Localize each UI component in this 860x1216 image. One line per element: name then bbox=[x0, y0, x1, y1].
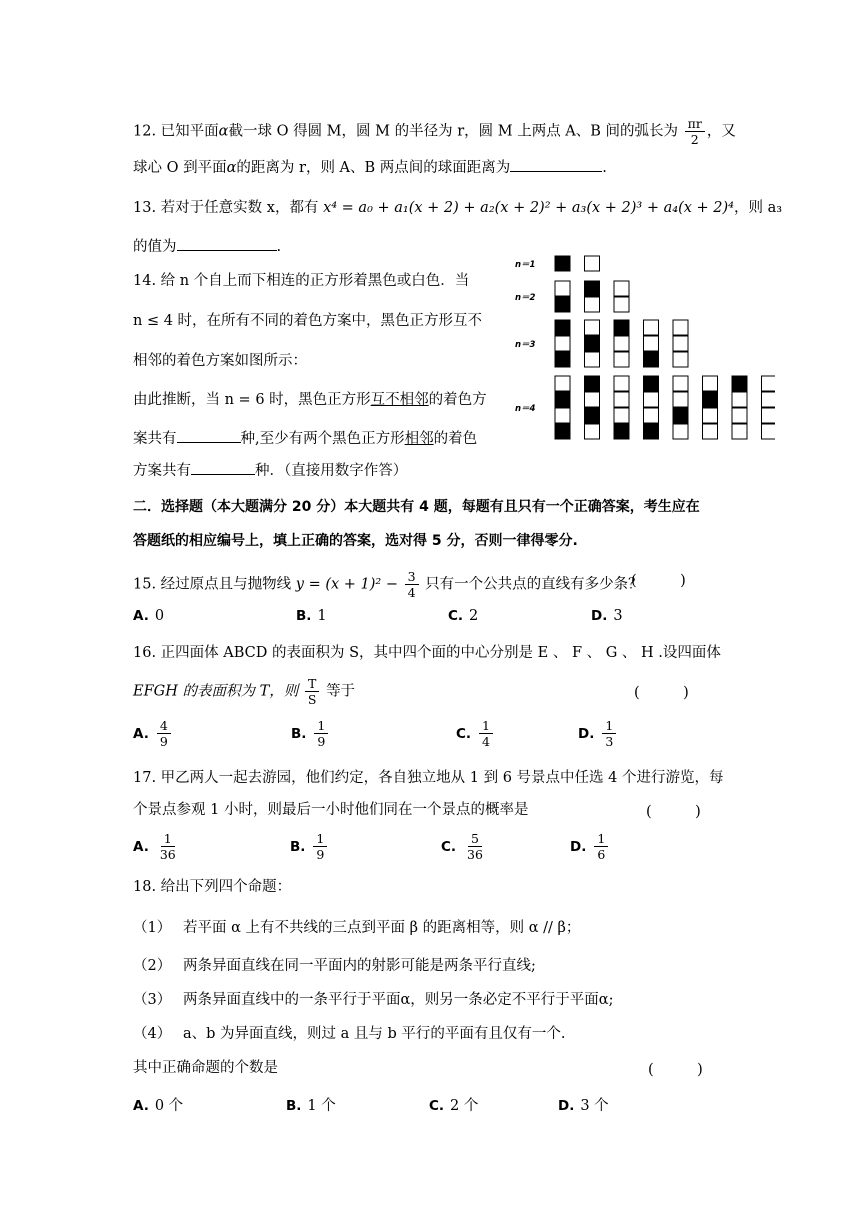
q12-text: 截一球 O 得圆 M，圆 M 的半径为 r，圆 M 上两点 A、B 间的弧长为 bbox=[228, 123, 679, 140]
q15-answer-paren[interactable]: ( ) bbox=[631, 573, 686, 589]
fraction-numerator: T bbox=[305, 676, 319, 692]
q14-text: 的着色方 bbox=[428, 392, 487, 408]
q14-line3: 相邻的着色方案如图所示： bbox=[133, 353, 307, 369]
black-square bbox=[555, 424, 570, 439]
white-square bbox=[703, 424, 718, 439]
option-letter: D. bbox=[578, 725, 595, 742]
q14-line5 bbox=[133, 428, 477, 449]
option-value: 0 bbox=[154, 608, 165, 624]
white-square bbox=[614, 392, 629, 407]
black-square bbox=[555, 297, 570, 312]
q14-line6 bbox=[133, 460, 407, 481]
fraction-numerator: 1 bbox=[161, 831, 175, 847]
option-letter: B. bbox=[286, 1098, 302, 1114]
white-square bbox=[644, 336, 659, 351]
white-square bbox=[585, 392, 600, 407]
option-value: 2 bbox=[469, 608, 479, 624]
fraction-denominator: 4 bbox=[407, 585, 416, 600]
white-square bbox=[673, 376, 688, 391]
q13-text: . bbox=[276, 239, 282, 255]
option-letter: C. bbox=[456, 725, 472, 742]
q16-line2 bbox=[133, 676, 355, 707]
q13-text: 13. 若对于任意实数 x，都有 bbox=[133, 200, 319, 216]
q14-text: 种．（直接用数字作答） bbox=[255, 463, 408, 479]
section2-line2: 答题纸的相应编号上，填上正确的答案，选对得 5 分，否则一律得零分. bbox=[133, 533, 578, 549]
q18-item-4 bbox=[133, 1024, 566, 1044]
option-letter: A. bbox=[133, 1098, 149, 1114]
q15-text: 15. 经过原点且与抛物线 bbox=[133, 576, 292, 593]
black-square bbox=[614, 320, 629, 335]
q12-text: 12. 已知平面 bbox=[133, 123, 219, 140]
white-square bbox=[555, 376, 570, 391]
fraction-denominator: 36 bbox=[467, 847, 483, 862]
fraction-numerator: 3 bbox=[405, 569, 419, 585]
q16-option-d[interactable] bbox=[578, 718, 618, 749]
black-square bbox=[644, 376, 659, 391]
option-value: 1 bbox=[317, 608, 327, 624]
fraction-denominator: 9 bbox=[159, 734, 168, 749]
fraction-denominator: 36 bbox=[159, 847, 176, 862]
arc-length-fraction bbox=[685, 116, 705, 147]
white-square bbox=[762, 376, 776, 391]
q15-stem bbox=[133, 569, 643, 600]
white-square bbox=[732, 408, 747, 423]
white-square bbox=[555, 336, 570, 351]
section2-line1: 二．选择题（本大题满分 20 分）本大题共有 4 题，每题有且只有一个正确答案，考生应在 bbox=[133, 499, 700, 515]
white-square bbox=[614, 281, 629, 296]
fraction-denominator: 4 bbox=[482, 734, 490, 749]
q15-option-a[interactable] bbox=[133, 608, 164, 624]
q16-fraction bbox=[305, 676, 320, 707]
white-square bbox=[585, 424, 600, 439]
q17-line1: 17. 甲乙两人一起去游园，他们约定，各自独立地从 1 到 6 号景点中任选 4 个进行游览，每 bbox=[133, 770, 724, 786]
q14-line4 bbox=[133, 390, 487, 410]
n-label: n＝1 bbox=[515, 260, 536, 270]
q16-option-c[interactable] bbox=[456, 718, 495, 749]
option-letter: A. bbox=[133, 608, 149, 624]
q13-line2 bbox=[133, 236, 281, 257]
q12-text: . bbox=[602, 160, 607, 176]
q18-option-c[interactable] bbox=[429, 1094, 478, 1115]
white-square bbox=[762, 392, 776, 407]
q17-option-c[interactable] bbox=[441, 831, 488, 862]
option-value: 2 个 bbox=[450, 1098, 479, 1114]
answer-blank[interactable] bbox=[510, 157, 602, 172]
fraction-numerator: 1 bbox=[602, 718, 616, 734]
black-square bbox=[644, 424, 659, 439]
option-letter: D. bbox=[570, 838, 587, 855]
q15-option-c[interactable] bbox=[448, 608, 478, 624]
q18-item-1 bbox=[133, 918, 580, 938]
black-square bbox=[732, 376, 747, 391]
fraction-numerator: 1 bbox=[313, 831, 327, 847]
white-square bbox=[614, 408, 629, 423]
fraction-numerator: 1 bbox=[479, 718, 493, 734]
n-label: n＝2 bbox=[515, 293, 536, 303]
white-square bbox=[614, 297, 629, 312]
white-square bbox=[585, 256, 600, 271]
white-square bbox=[673, 320, 688, 335]
black-square bbox=[555, 256, 570, 271]
fraction-denominator: 2 bbox=[690, 132, 699, 147]
q16-text: EFGH 的表面积为 T，则 bbox=[133, 683, 299, 700]
fraction-numerator: πr bbox=[685, 116, 705, 132]
white-square bbox=[585, 320, 600, 335]
black-square bbox=[555, 352, 570, 367]
item-number: （2） bbox=[133, 958, 172, 974]
black-square bbox=[585, 336, 600, 351]
white-square bbox=[585, 352, 600, 367]
white-square bbox=[703, 376, 718, 391]
white-square bbox=[703, 408, 718, 423]
q14-line1: 14. 给 n 个自上而下相连的正方形着黑色或白色．当 bbox=[133, 273, 470, 289]
black-square bbox=[673, 408, 688, 423]
white-square bbox=[673, 392, 688, 407]
q15-option-d[interactable] bbox=[591, 608, 623, 624]
white-square bbox=[614, 352, 629, 367]
option-value: 3 bbox=[613, 608, 623, 624]
option-letter: C. bbox=[448, 608, 464, 624]
q14-text: 的着色 bbox=[433, 431, 478, 447]
white-square bbox=[732, 392, 747, 407]
option-letter: C. bbox=[429, 1098, 445, 1114]
white-square bbox=[555, 281, 570, 296]
q16-option-a[interactable] bbox=[133, 718, 173, 749]
black-square bbox=[555, 320, 570, 335]
option-value: 1 个 bbox=[307, 1098, 336, 1114]
q14-line2: n ≤ 4 时，在所有不同的着色方案中，黑色正方形互不 bbox=[133, 313, 483, 329]
fraction-denominator: 9 bbox=[317, 734, 326, 749]
item-text: 两条异面直线中的一条平行于平面α，则另一条必定不平行于平面α; bbox=[183, 992, 614, 1008]
q15-fraction bbox=[405, 569, 419, 600]
underlined-term: 相邻 bbox=[404, 431, 434, 447]
q12-text: 的距离为 r，则 A、B 两点间的球面距离为 bbox=[236, 160, 511, 176]
white-square bbox=[673, 352, 688, 367]
white-square bbox=[644, 320, 659, 335]
q18-intro: 18. 给出下列四个命题： bbox=[133, 879, 292, 895]
q18-option-a[interactable] bbox=[133, 1094, 183, 1115]
black-square bbox=[585, 281, 600, 296]
fraction-numerator: 1 bbox=[314, 718, 328, 734]
q13-line1 bbox=[133, 198, 782, 218]
q14-text: 方案共有 bbox=[133, 463, 191, 479]
q17-answer-paren[interactable]: ( ) bbox=[646, 804, 701, 820]
alpha-symbol: α bbox=[218, 123, 229, 140]
q14-text: 种,至少有两个黑色正方形 bbox=[240, 431, 405, 447]
option-value: 3 个 bbox=[580, 1098, 609, 1114]
q18-answer-paren[interactable]: ( ) bbox=[648, 1062, 703, 1078]
q18-item-3 bbox=[133, 990, 613, 1010]
option-letter: A. bbox=[133, 838, 149, 855]
white-square bbox=[614, 336, 629, 351]
q17-option-d[interactable] bbox=[570, 831, 610, 862]
q13-text: 的值为 bbox=[133, 239, 177, 255]
answer-blank[interactable] bbox=[177, 236, 277, 251]
item-number: （4） bbox=[133, 1026, 172, 1042]
q12-line1 bbox=[133, 116, 736, 147]
white-square bbox=[673, 336, 688, 351]
black-square bbox=[644, 352, 659, 367]
q17-option-b[interactable] bbox=[290, 831, 329, 862]
white-square bbox=[732, 424, 747, 439]
q16-answer-paren[interactable]: ( ) bbox=[634, 685, 689, 701]
option-letter: D. bbox=[558, 1098, 575, 1114]
item-text: 若平面 α 上有不共线的三点到平面 β 的距离相等，则 α // β； bbox=[183, 920, 581, 936]
answer-blank[interactable] bbox=[191, 460, 255, 475]
q15-option-b[interactable] bbox=[296, 608, 327, 624]
fraction-denominator: 6 bbox=[597, 847, 606, 862]
white-square bbox=[644, 408, 659, 423]
option-value: 0 个 bbox=[154, 1098, 184, 1114]
q13-equation: x⁴ = a₀ + a₁(x + 2) + a₂(x + 2)² + a₃(x + 2)³ + a₄(x + 2)⁴ bbox=[323, 200, 734, 216]
option-letter: B. bbox=[290, 838, 306, 855]
q16-text: 等于 bbox=[326, 683, 356, 700]
option-letter: A. bbox=[133, 725, 149, 742]
q16-line1: 16. 正四面体 ABCD 的表面积为 S，其中四个面的中心分别是 E 、 F 、 G 、 H .设四面体 bbox=[133, 645, 721, 661]
q18-item-2 bbox=[133, 956, 536, 976]
q18-option-d[interactable] bbox=[558, 1094, 609, 1115]
black-square bbox=[585, 408, 600, 423]
black-square bbox=[703, 392, 718, 407]
q16-option-b[interactable] bbox=[291, 718, 330, 749]
item-text: 两条异面直线在同一平面内的射影可能是两条平行直线; bbox=[183, 958, 536, 974]
item-number: （3） bbox=[133, 992, 172, 1008]
white-square bbox=[585, 297, 600, 312]
white-square bbox=[644, 392, 659, 407]
q14-text: 案共有 bbox=[133, 431, 177, 447]
option-letter: C. bbox=[441, 838, 457, 855]
answer-blank[interactable] bbox=[177, 428, 241, 443]
black-square bbox=[585, 376, 600, 391]
fraction-numerator: 1 bbox=[594, 831, 608, 847]
q15-equation: y = (x + 1)² − bbox=[295, 576, 398, 593]
white-square bbox=[614, 376, 629, 391]
black-square bbox=[614, 424, 629, 439]
n-label: n＝3 bbox=[515, 340, 536, 350]
fraction-numerator: 4 bbox=[157, 718, 171, 734]
q12-text: 球心 O 到平面 bbox=[133, 160, 227, 176]
item-text: a、b 为异面直线，则过 a 且与 b 平行的平面有且仅有一个. bbox=[183, 1026, 566, 1042]
q17-option-a[interactable] bbox=[133, 831, 181, 862]
q15-text: 只有一个公共点的直线有多少条？ bbox=[425, 576, 643, 593]
coloring-figure bbox=[515, 253, 775, 453]
alpha-symbol: α bbox=[226, 160, 237, 176]
q17-line2: 个景点参观 1 小时，则最后一小时他们同在一个景点的概率是 bbox=[133, 802, 529, 818]
fraction-numerator: 5 bbox=[468, 831, 482, 847]
option-letter: D. bbox=[591, 608, 608, 624]
fraction-denominator: 9 bbox=[316, 847, 325, 862]
q12-line2 bbox=[133, 157, 607, 178]
white-square bbox=[762, 424, 776, 439]
black-square bbox=[555, 392, 570, 407]
white-square bbox=[555, 408, 570, 423]
q12-text: ，又 bbox=[706, 123, 736, 140]
q18-option-b[interactable] bbox=[286, 1094, 336, 1115]
q13-text: ，则 a₃ bbox=[733, 200, 783, 216]
option-letter: B. bbox=[291, 725, 307, 742]
item-number: （1） bbox=[133, 920, 172, 936]
n-label: n＝4 bbox=[515, 404, 536, 414]
white-square bbox=[673, 424, 688, 439]
fraction-denominator: 3 bbox=[605, 734, 614, 749]
white-square bbox=[762, 408, 776, 423]
underlined-term: 互不相邻 bbox=[370, 392, 429, 408]
option-letter: B. bbox=[296, 608, 312, 624]
q18-question: 其中正确命题的个数是 bbox=[133, 1060, 278, 1076]
q14-text: 由此推断，当 n = 6 时，黑色正方形 bbox=[133, 392, 371, 408]
fraction-denominator: S bbox=[307, 692, 317, 707]
